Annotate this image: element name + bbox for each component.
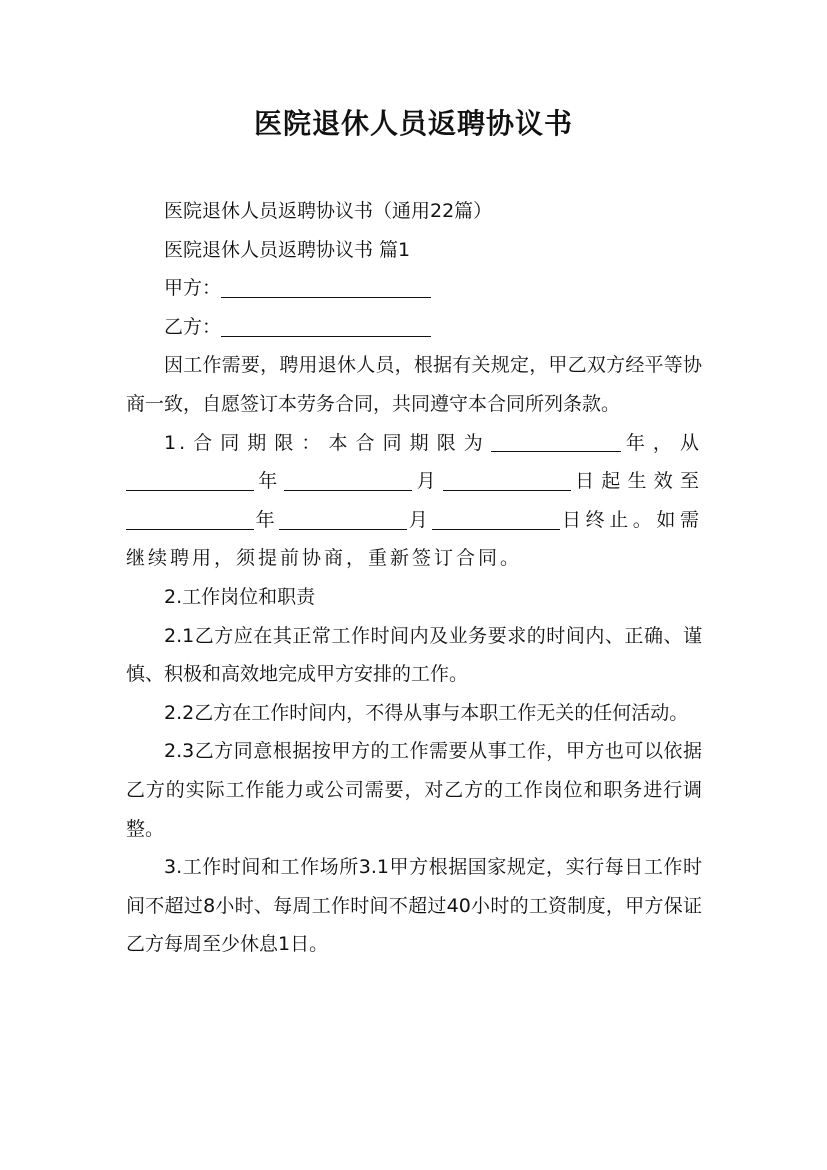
clause-2-2: 2.2乙方在工作时间内，不得从事与本职工作无关的任何活动。 <box>164 701 689 724</box>
clause-2-heading: 2.工作岗位和职责 <box>164 585 316 608</box>
end-year-blank <box>126 509 254 530</box>
party-b-line <box>126 308 702 347</box>
clause-2-1: 2.1乙方应在其正常工作时间内及业务要求的时间内、正确、谨慎、积极和高效地完成甲方安排的工作。 <box>126 624 702 686</box>
end-day-blank <box>432 509 560 530</box>
start-day-blank <box>443 470 571 491</box>
party-a-blank <box>221 277 431 298</box>
effective-suffix: 日起生效至 <box>570 470 702 493</box>
start-month-blank <box>284 470 412 491</box>
clause-2-3: 2.3乙方同意根据按甲方的工作需要从事工作，甲方也可以依据乙方的实际工作能力或公司需要，对乙方的工作岗位和职务进行调整。 <box>126 740 702 840</box>
document-body <box>126 192 702 964</box>
clause-3: 3.工作时间和工作场所3.1甲方根据国家规定，实行每日工作时间不超过8小时、每周工作时间不超过40小时的工资制度，甲方保证乙方每周至少休息1日。 <box>126 856 702 956</box>
end-year-label: 年 <box>254 508 280 531</box>
purpose-paragraph: 因工作需要，聘用退休人员，根据有关规定，甲乙双方经平等协商一致，自愿签订本劳务合同，共同遵守本合同所列条款。 <box>126 354 702 415</box>
term-years-suffix: 年，从 <box>620 431 702 454</box>
party-b-blank <box>221 316 431 337</box>
end-month-label: 月 <box>407 508 433 531</box>
document-title: 医院退休人员返聘协议书 <box>253 107 573 140</box>
party-a-line <box>126 269 702 308</box>
party-a-label: 甲方： <box>164 277 222 300</box>
start-month-label: 月 <box>412 470 443 493</box>
term-lead: 1.合同期限：本合同期限为 <box>164 431 491 454</box>
party-b-label: 乙方： <box>164 315 222 338</box>
section-heading: 医院退休人员返聘协议书 篇1 <box>164 238 411 261</box>
term-years-blank <box>491 431 621 452</box>
start-year-label: 年 <box>254 470 285 493</box>
contract-term-paragraph <box>126 424 702 578</box>
end-month-blank <box>279 509 407 530</box>
intro-line: 医院退休人员返聘协议书（通用22篇） <box>164 200 493 222</box>
end-suffix: 日终止。如需继续聘用，须提前协商，重新签订合同。 <box>126 508 702 570</box>
start-year-blank <box>126 470 254 491</box>
